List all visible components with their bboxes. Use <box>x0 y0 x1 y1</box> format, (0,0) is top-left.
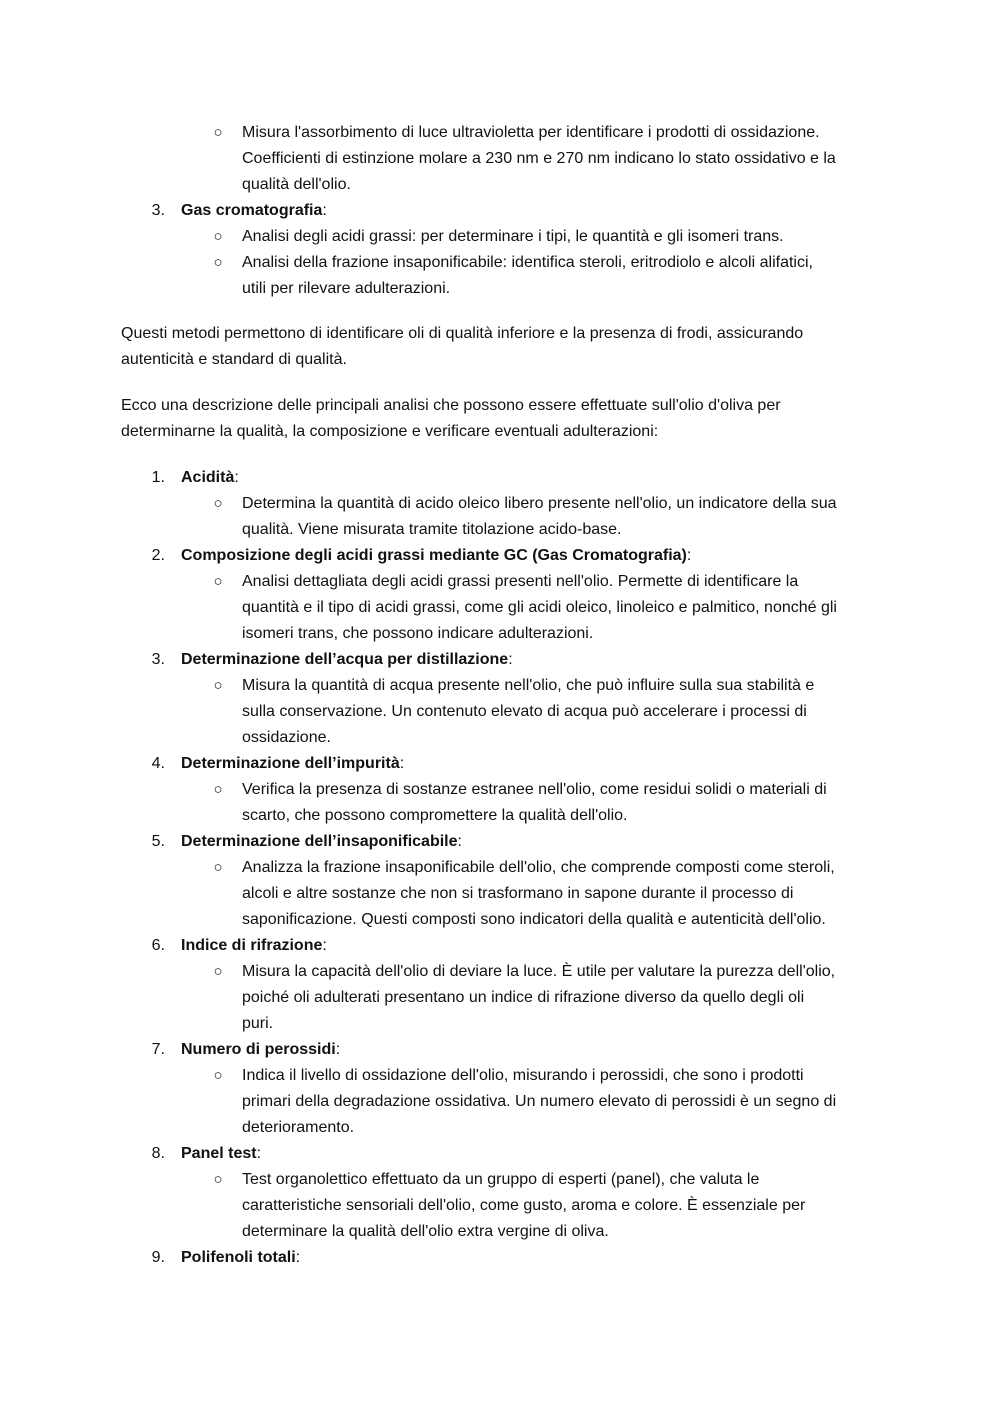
bullet-text: determinare la qualità dell'olio extra vergine di oliva. <box>242 1223 609 1240</box>
list-item-colon: : <box>457 833 462 850</box>
list-number: 2. <box>151 547 165 564</box>
bullet-text: Analizza la frazione insaponificabile dell'olio, che comprende composti come steroli, <box>242 859 835 876</box>
list-item-heading <box>181 198 327 224</box>
bullet-text: saponificazione. Questi composti sono indicatori della qualità e autenticità dell'olio. <box>242 911 826 928</box>
list-item-heading <box>181 1037 340 1063</box>
bullet-text: Misura la capacità dell'olio di deviare la luce. È utile per valutare la purezza dell'olio, <box>242 963 836 980</box>
list-bullet: ○ <box>213 573 223 590</box>
list-item-title: Gas cromatografia <box>181 202 323 219</box>
bullet-text: ossidazione. <box>242 729 331 746</box>
bullet-text: Verifica la presenza di sostanze estranee nell'olio, come residui solidi o materiali di <box>242 781 827 798</box>
bullet-text: Coefficienti di estinzione molare a 230 nm e 270 nm indicano lo stato ossidativo e la <box>242 150 836 167</box>
paragraph-line: Questi metodi permettono di identificare oli di qualità inferiore e la presenza di frodi, assicurando <box>121 325 804 342</box>
list-item-colon: : <box>295 1249 301 1266</box>
list-item-colon: : <box>322 202 327 219</box>
bullet-text: qualità. Viene misurata tramite titolazione acido-base. <box>242 521 622 538</box>
list-number: 4. <box>151 755 165 772</box>
list-item-colon: : <box>322 937 327 954</box>
bullet-text: scarto, che possono compromettere la qualità dell'olio. <box>242 807 628 824</box>
bullet-text: Indica il livello di ossidazione dell'olio, misurando i perossidi, che sono i prodotti <box>242 1067 804 1084</box>
bullet-text: utili per rilevare adulterazioni. <box>242 280 451 297</box>
list-item-colon: : <box>508 651 513 668</box>
list-bullet: ○ <box>213 859 223 876</box>
bullet-text: Analisi dettagliata degli acidi grassi presenti nell'olio. Permette di identificare la <box>242 573 799 590</box>
list-item-heading <box>181 647 513 673</box>
list-item-title: Numero di perossidi <box>181 1041 336 1058</box>
list-item-heading <box>181 465 239 491</box>
list-item-heading <box>181 933 327 959</box>
list-bullet: ○ <box>213 781 223 798</box>
bullet-text: primari della degradazione ossidativa. Un numero elevato di perossidi è un segno di <box>242 1093 837 1110</box>
list-item-title: Determinazione dell’acqua per distillazione <box>181 651 509 668</box>
list-bullet: ○ <box>213 228 223 245</box>
bullet-text: quantità e il tipo di acidi grassi, come gli acidi oleico, linoleico e palmitico, nonché gli <box>242 599 837 616</box>
list-item-colon: : <box>335 1041 341 1058</box>
list-bullet: ○ <box>213 254 223 271</box>
list-bullet: ○ <box>213 677 223 694</box>
list-item-title: Acidità <box>181 469 235 486</box>
list-item-colon: : <box>256 1145 262 1162</box>
bullet-text: caratteristiche sensoriali dell'olio, come gusto, aroma e colore. È essenziale per <box>242 1197 806 1214</box>
bullet-text: poiché oli adulterati presentano un indice di rifrazione diverso da quello degli oli <box>242 989 805 1006</box>
list-item-heading <box>181 1245 300 1271</box>
list-number: 3. <box>151 202 165 219</box>
paragraph-line: determinarne la qualità, la composizione e verificare eventuali adulterazioni: <box>121 423 659 440</box>
list-item-colon: : <box>686 547 692 564</box>
list-bullet: ○ <box>213 495 223 512</box>
bullet-text: Misura la quantità di acqua presente nell'olio, che può influire sulla sua stabilità e <box>242 677 815 694</box>
bullet-text: Test organolettico effettuato da un gruppo di esperti (panel), che valuta le <box>242 1171 760 1188</box>
bullet-text: isomeri trans, che possono indicare adulterazioni. <box>242 625 594 642</box>
list-item-title: Determinazione dell’impurità <box>181 755 400 772</box>
bullet-text: qualità dell'olio. <box>242 176 351 193</box>
bullet-text: deterioramento. <box>242 1119 355 1136</box>
bullet-text: Analisi della frazione insaponificabile: identifica steroli, eritrodiolo e alcoli alifatici, <box>242 254 813 271</box>
bullet-text: sulla conservazione. Un contenuto elevato di acqua può accelerare i processi di <box>242 703 807 720</box>
bullet-text: Misura l'assorbimento di luce ultravioletta per identificare i prodotti di ossidazione. <box>242 124 820 141</box>
list-item-title: Determinazione dell’insaponificabile <box>181 833 458 850</box>
list-number: 6. <box>151 937 165 954</box>
list-item-title: Composizione degli acidi grassi mediante GC (Gas Cromatografia) <box>181 547 687 564</box>
list-item-title: Polifenoli totali <box>181 1249 296 1266</box>
paragraph-line: autenticità e standard di qualità. <box>121 351 347 368</box>
list-number: 5. <box>151 833 165 850</box>
list-item-heading <box>181 751 404 777</box>
list-number: 3. <box>151 651 165 668</box>
list-number: 9. <box>151 1249 165 1266</box>
bullet-text: puri. <box>242 1015 274 1032</box>
bullet-text: Determina la quantità di acido oleico libero presente nell'olio, un indicatore della sua <box>242 495 837 512</box>
list-number: 8. <box>151 1145 165 1162</box>
bullet-text: Analisi degli acidi grassi: per determinare i tipi, le quantità e gli isomeri trans. <box>242 228 784 245</box>
list-item-title: Panel test <box>181 1145 257 1162</box>
list-bullet: ○ <box>213 1067 223 1084</box>
paragraph-line: Ecco una descrizione delle principali analisi che possono essere effettuate sull'olio d'oliva per <box>121 397 781 414</box>
list-item-heading <box>181 829 462 855</box>
list-bullet: ○ <box>213 1171 223 1188</box>
list-item-heading <box>181 543 691 569</box>
list-item-colon: : <box>234 469 239 486</box>
list-item-colon: : <box>399 755 405 772</box>
list-number: 7. <box>151 1041 165 1058</box>
list-number: 1. <box>151 469 165 486</box>
list-bullet: ○ <box>213 124 223 141</box>
list-bullet: ○ <box>213 963 223 980</box>
list-item-heading <box>181 1141 261 1167</box>
bullet-text: alcoli e altre sostanze che non si trasformano in sapone durante il processo di <box>242 885 794 902</box>
list-item-title: Indice di rifrazione <box>181 937 323 954</box>
